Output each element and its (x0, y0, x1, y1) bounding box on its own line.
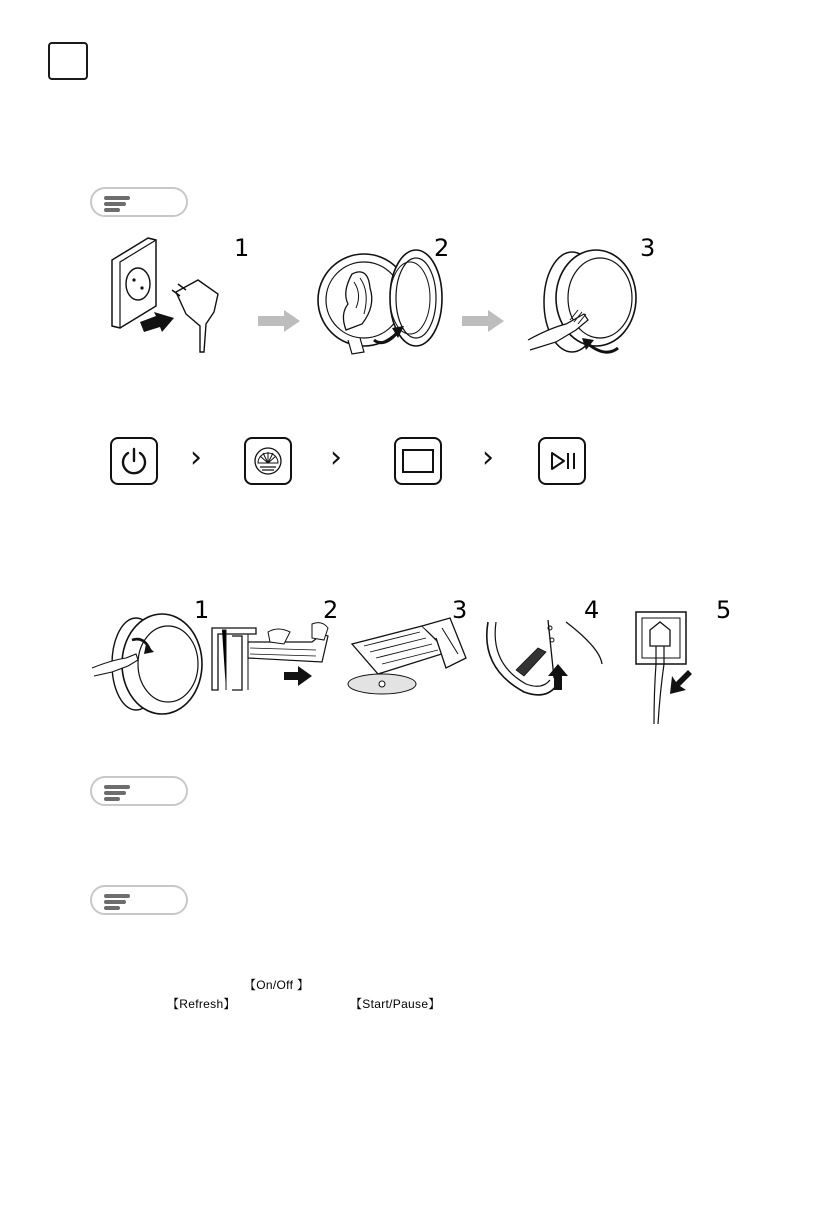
display-icon (396, 439, 440, 483)
power-icon (112, 439, 156, 483)
step-number: 3 (640, 234, 656, 262)
note-icon (90, 187, 188, 217)
step-number: 4 (584, 596, 600, 624)
step-number: 2 (323, 596, 339, 624)
door-seal-illustration (480, 618, 608, 712)
filter-drawer-illustration (212, 620, 338, 700)
step-number: 1 (234, 234, 250, 262)
arrow-right-icon (462, 310, 506, 332)
wall-plug-illustration (630, 612, 720, 728)
lint-filter-illustration (342, 618, 470, 702)
refresh-icon (246, 439, 290, 483)
start-pause-label: 【Start/Pause】 (350, 997, 441, 1011)
chevron-right-icon: › (330, 440, 342, 475)
drum-door-illustration (312, 244, 452, 374)
play-pause-icon (540, 439, 584, 483)
arrow-right-icon (258, 310, 302, 332)
on-off-label: 【On/Off 】 (244, 978, 310, 992)
page-number-box (48, 42, 88, 80)
step-number: 2 (434, 234, 450, 262)
chevron-right-icon: › (482, 440, 494, 475)
note-icon (90, 776, 188, 806)
socket-plug-illustration (100, 232, 230, 362)
door-open-illustration (92, 612, 210, 716)
step-number: 1 (194, 596, 210, 624)
refresh-label: 【Refresh】 (167, 997, 236, 1011)
chevron-right-icon: › (190, 440, 202, 475)
display-button-icon (394, 437, 442, 485)
step-number: 3 (452, 596, 468, 624)
refresh-button-icon (244, 437, 292, 485)
power-button-icon (110, 437, 158, 485)
step-number: 5 (716, 596, 732, 624)
note-icon (90, 885, 188, 915)
start-pause-button-icon (538, 437, 586, 485)
door-close-illustration (526, 244, 646, 368)
